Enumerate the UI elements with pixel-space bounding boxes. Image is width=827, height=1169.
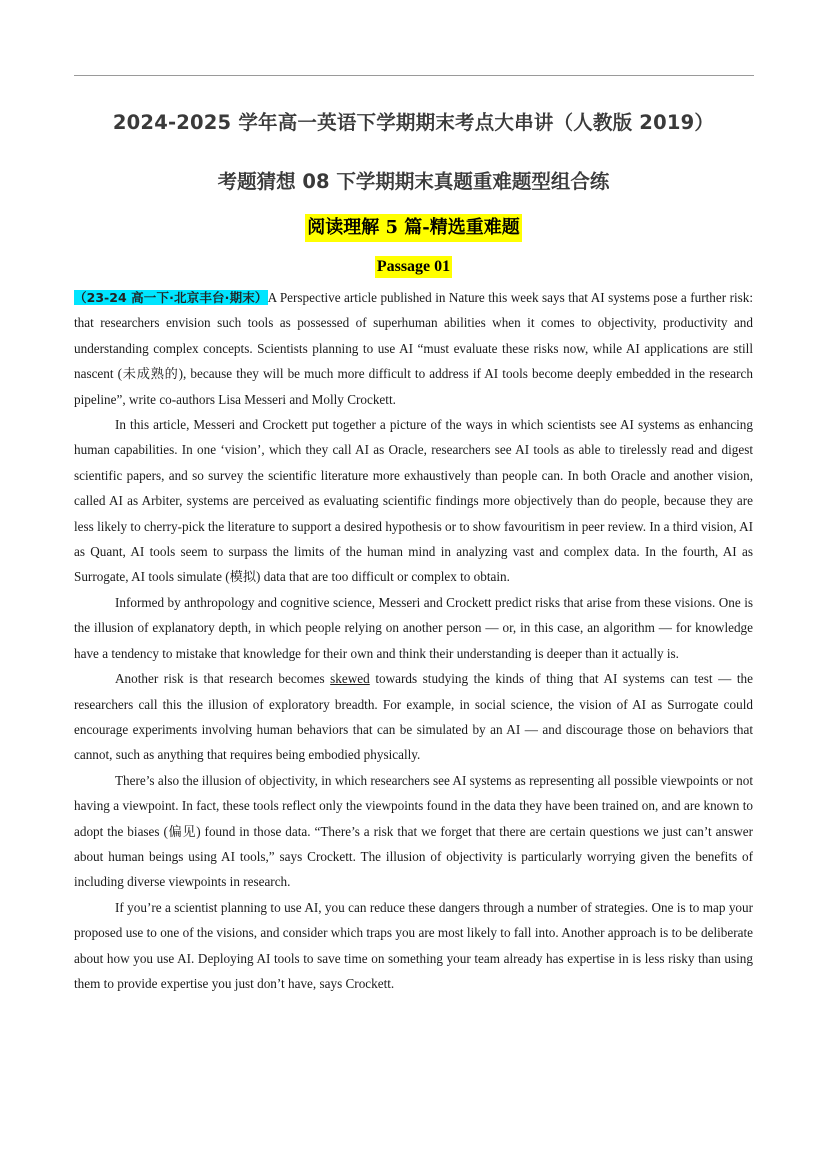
- passage-heading: Passage 01: [375, 256, 452, 278]
- paragraph-6: If you’re a scientist planning to use AI, you can reduce these dangers through a number of strategies. One is to map your proposed use to one of the visions, and consider which traps you are most likely to fall into. Another approach is to be deliberate about how you use AI. Deploying AI tools to save time on something your team already has expertise in is less risky than using them to provide expertise you just don’t have, says Crockett.: [74, 899, 753, 991]
- paragraph-3: Informed by anthropology and cognitive science, Messeri and Crockett predict risks that arise from these visions. One is the illusion of explanatory depth, in which people relying on another person — or, in this case, an algorithm — for knowledge have a tendency to mistake that knowledge for their own and think their understanding is deeper than it actually is.: [74, 594, 753, 661]
- paragraph-2: In this article, Messeri and Crockett put together a picture of the ways in which scientists see AI systems as enhancing human capabilities. In one ‘vision’, which they call AI as Oracle, researchers see AI tools as able to tirelessly read and digest scientific papers, and so survey the scientific literature more exhaustively than people can. In both Oracle and another vision, called AI as Arbiter, systems are perceived as evaluating scientific findings more objectively than do people, because they are less likely to cherry-pick the literature to support a desired hypothesis or to show favouritism in peer review. In a third vision, AI as Quant, AI tools seem to surpass the limits of the human mind in analyzing vast and complex data. In the fourth, AI as Surrogate, AI tools simulate (模拟) data that are too difficult or complex to obtain.: [74, 417, 753, 585]
- passage-body: [74, 285, 753, 996]
- source-tag: （23-24 高一下·北京丰台·期末）: [74, 290, 268, 305]
- paragraph-1: [74, 285, 753, 412]
- passage-heading-wrap: [0, 256, 827, 278]
- underlined-word: skewed: [330, 671, 370, 687]
- section-heading-wrap: [0, 214, 827, 242]
- document-subtitle: 考题猜想 08 下学期期末真题重难题型组合练: [217, 170, 610, 193]
- section-heading: 阅读理解 5 篇-精选重难题: [305, 214, 522, 242]
- paragraph-4-before: Another risk is that research becomes: [115, 671, 331, 687]
- paragraph-5: There’s also the illusion of objectivity, in which researchers see AI systems as representing all possible viewpoints or not having a viewpoint. In fact, these tools reflect only the viewpoints found in the data they have been trained on, and are known to adopt the biases (偏见) found in those data. “There’s a risk that we forget that there are certain questions we just can’t answer about human beings using AI tools,” says Crockett. The illusion of objectivity is particularly worrying given the benefits of including diverse viewpoints in research.: [74, 772, 753, 890]
- paragraph-4-after: towards studying the kinds of thing that AI systems can test — the researchers call this the illusion of exploratory breadth. For example, in social science, the vision of AI as Surrogate could encourage experiments involving human behaviors that can be simulated by an AI — and discourage those on behaviors that cannot, such as anything that requires being embodied physically.: [74, 671, 754, 763]
- paragraph-1-text: A Perspective article published in Nature this week says that AI systems pose a further risk: that researchers envision such tools as possessed of superhuman abilities when it comes to objectivity, productivity and understanding complex concepts. Scientists planning to use AI “must evaluate these risks now, while AI applications are still nascent (未成熟的), because they will be much more difficult to address if AI tools become deeply embedded in the research pipeline”, write co-authors Lisa Messeri and Molly Crockett.: [74, 290, 754, 407]
- paragraph-4: [74, 666, 753, 768]
- header-rule: [74, 75, 754, 76]
- document-title: 2024-2025 学年高一英语下学期期末考点大串讲（人教版 2019）: [112, 111, 715, 134]
